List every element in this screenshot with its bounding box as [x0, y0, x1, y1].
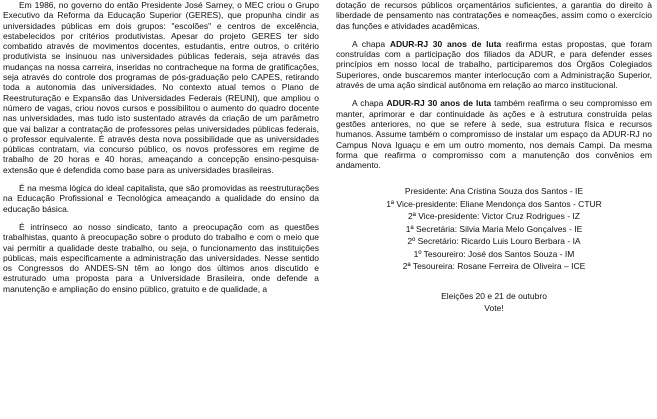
text-prefix: A chapa [352, 98, 387, 109]
text-body: reafirma estas propostas, que foram construídas com a participação dos filiados da ADUR, e para defender esses princípios em nosso local de trabalho, participaremos dos Órgãos Colegiados Superiores, onde buscaremos manter interlocução com a Administração Superior, através de uma ação sindical autônoma em relação ao marco institucional. [336, 38, 652, 91]
paragraph-chapa-propostas [336, 39, 652, 90]
text-prefix: A chapa [352, 38, 390, 49]
right-column [336, 0, 652, 315]
left-column [3, 0, 319, 294]
text-body: também reafirma o seu compromisso em manter, aprimorar e dar continuidade às ações e à estrutura construída pelas gestões anteriores, no que se refere à sede, sua estrutura física e recursos humanos. Assume também o compromisso de instalar um espaço da ADUR-RJ no Campus Nova Iguaçu e em um outro momento, nos demais Campi. Da mesma forma que reafirma o compromisso com a manutenção dos convênios em andamento. [336, 98, 652, 171]
paragraph-educacao-profissional: É na mesma lógica do ideal capitalista, que são promovidas as reestruturações na Educação Profissional e Tecnológica ameaçando a qualidade do ensino da educação básica. [3, 183, 319, 214]
signer-presidente: Presidente: Ana Cristina Souza dos Santos - IE [404, 186, 584, 197]
signer-2-tesoureira: 2ª Tesoureira: Rosane Ferreira de Oliveira – ICE [402, 261, 586, 272]
signer-1-tesoureiro: 1º Tesoureiro: José dos Santos Souza - IM [413, 248, 575, 259]
vote-call: Vote! [484, 303, 504, 314]
election-dates: Eleições 20 e 21 de outubro [441, 290, 547, 301]
paragraph-continuation: dotação de recursos públicos orçamentários suficientes, a garantia do direito à liberdade de pensamento nas contratações e nomeações, assim como o exercício das funções e atividades acadêmicas. [336, 0, 652, 31]
paragraph-chapa-compromisso [336, 98, 652, 170]
chapa-name: ADUR-RJ 30 anos de luta [386, 98, 492, 109]
signer-1-secretaria: 1ª Secretária: Silvia Maria Melo Gonçalves - IE [405, 223, 583, 234]
signer-2-vice: 2ª Vice-presidente: Victor Cruz Rodrigues - IZ [408, 211, 580, 222]
signer-2-secretario: 2º Secretário: Ricardo Luis Louro Berbara - IA [407, 236, 581, 247]
paragraph-sindicato: É intrínseco ao nosso sindicato, tanto a preocupação com as questões trabalhistas, quanto à preocupação sobre o produto do trabalho e com o meio que vai permitir a qualidade deste trabalho, ou seja, o funcionamento das instituições públicas, mais especificamente a administração das universidades. Nesse sentido os Congressos do ANDES-SN têm ao longo dos últimos anos discutido e estruturado uma proposta para a Universidade Brasileira, onde defende a manutenção e ampliação do ensino público, gratuito e de qualidade, a [3, 221, 319, 294]
paragraph-geres-reuni: Em 1986, no governo do então Presidente José Sarney, o MEC criou o Grupo Executivo da Reforma da Educação Superior (GERES), que propunha cindir as universidades públicas em dois grupos: "escolões" e centros de excelência, estabelecidos por critérios produtivistas. Apesar do projeto GERES ter sido combatido através de movimentos docentes, estudantis, entre outros, o critério produtivista se insinuou nas universidades públicas federais, seja através das mudanças na nossa carreira, inseridas no contracheque na forma de gratificações, seja através do controle dos programas de pós-graduação pelo CAPES, retirando toda a autonomia das universidades. No contexto atual temos o Plano de Reestruturação e Expansão das Universidades Federais (REUNI), que ampliou o número de vagas, criou novos cursos e possibilitou o aumento do quadro docente nas universidades, mas tudo isto sustentado através da criação de um parâmetro que vai balizar a contratação de professores pelas universidades públicas federais, o professor equivalente. É através desta nova possibilidade que as universidades públicas contratam, via concurso público, os novos professores em regime de trabalho de 20 horas e 40 horas, ameaçando a concepção ensino-pesquisa-extensão que é defendida como base para as universidades brasileiras. [3, 0, 319, 175]
signer-1-vice: 1ª Vice-presidente: Eliane Mendonça dos Santos - CTUR [386, 198, 602, 209]
closing-block [336, 290, 652, 315]
signers-list [336, 185, 652, 273]
chapa-name: ADUR-RJ 30 anos de luta [389, 38, 502, 49]
